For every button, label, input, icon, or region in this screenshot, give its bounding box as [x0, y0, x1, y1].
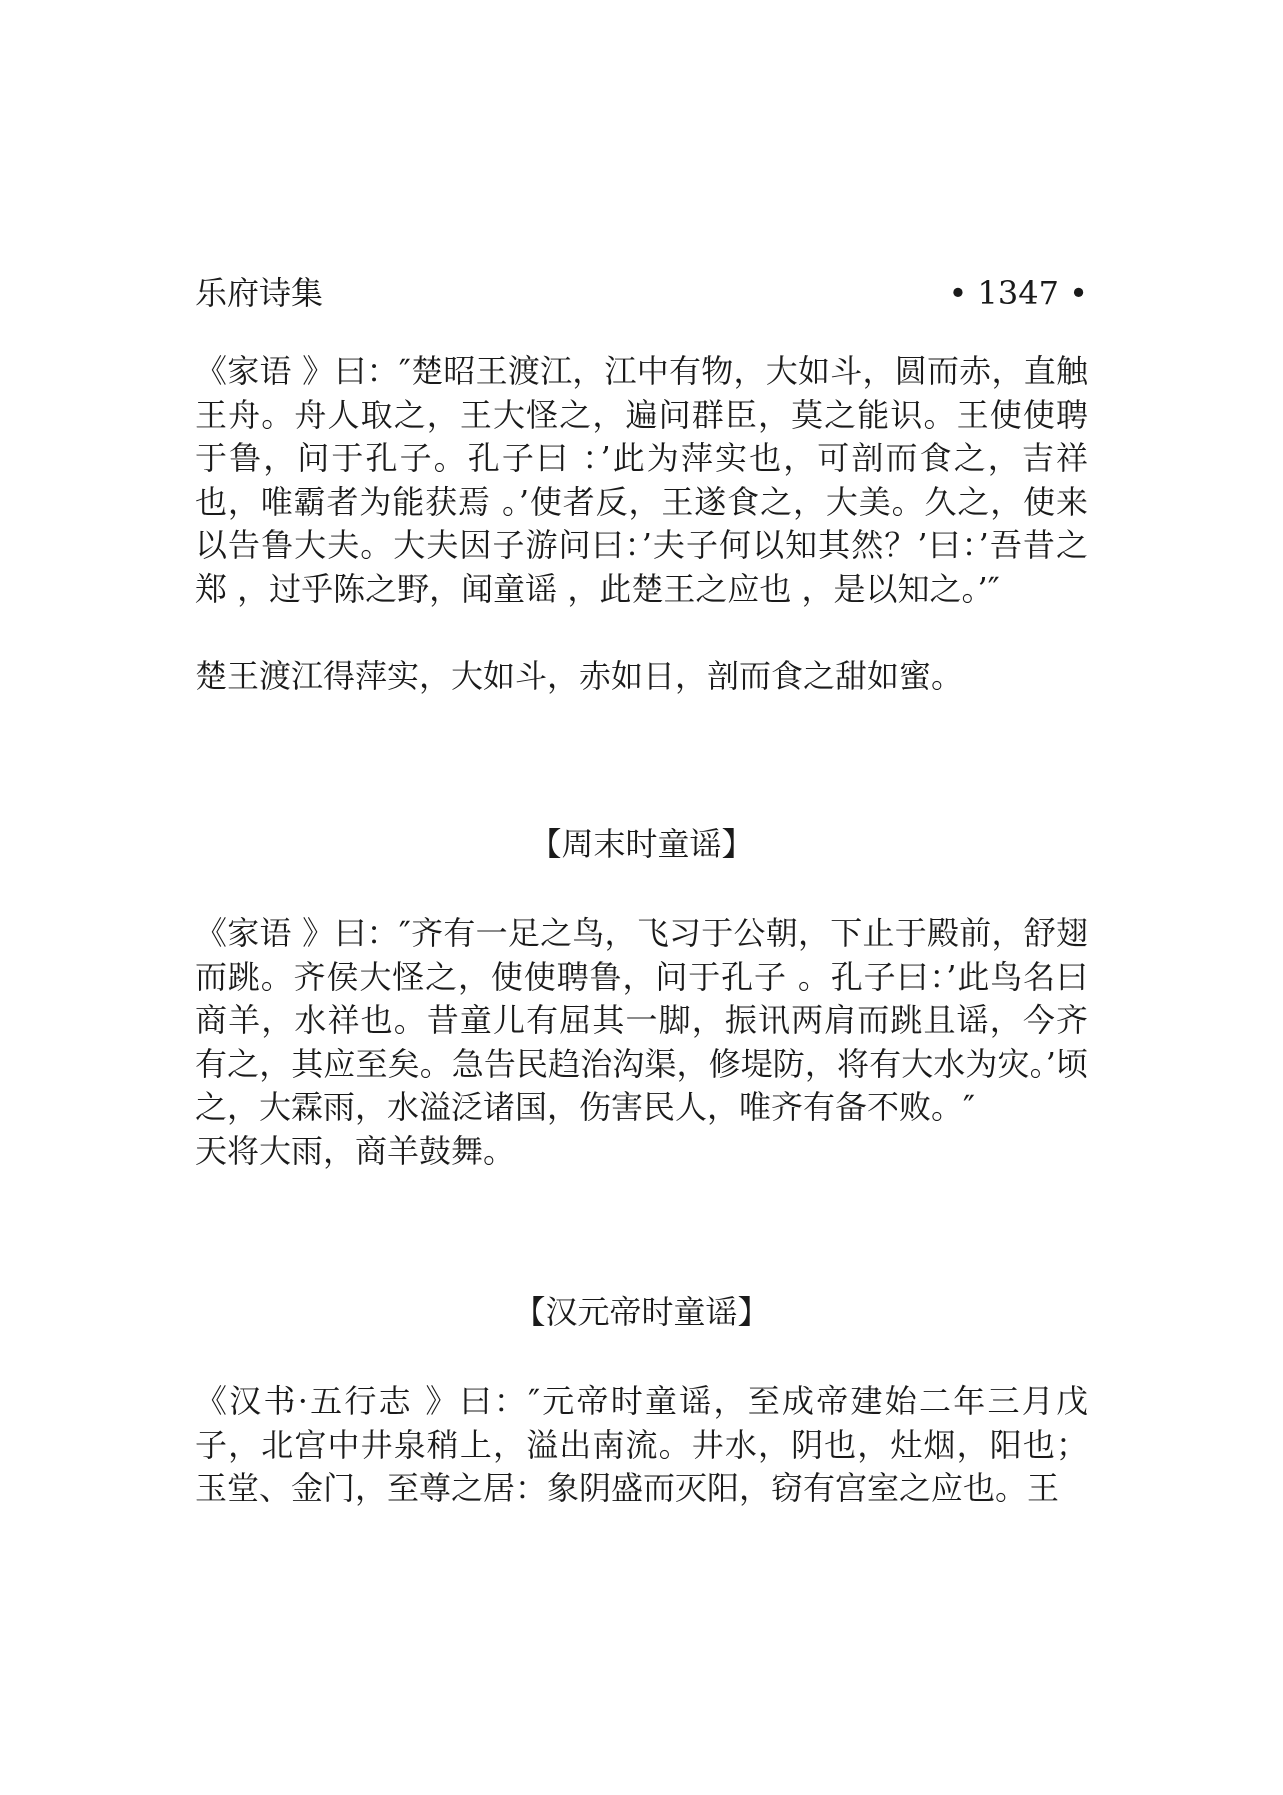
source-paragraph-3: 《汉书·五行志 》曰：″元帝时童谣，至成帝建始二年三月戊子，北宫中井泉稍上，溢出南流。井水，阴也，灶烟，阳也；玉堂、金门，至尊之居：象阴盛而灭阳，窃有宫室之应也。王 [195, 1382, 1088, 1508]
document-page [195, 0, 1088, 1795]
verse-1: 楚王渡江得萍实，大如斗，赤如日，剖而食之甜如蜜。 [195, 657, 964, 695]
book-title: 乐府诗集 [195, 274, 324, 312]
source-paragraph-2: 《家语 》曰：″齐有一足之鸟，飞习于公朝，下止于殿前，舒翅而跳。齐侯大怪之，使使聘鲁，问于孔子 。孔子曰：’此鸟名曰商羊，水祥也。昔童儿有屈其一脚，振讯两肩而跳且谣，今齐有之，其应至矣。急告民趋治沟渠，修堤防，将有大水为灾。’顷之，大霖雨，水溢泛诸国，伤害民人，唯齐有备不败。″ [195, 914, 1088, 1127]
section-title-2: 【周末时童谣】 [529, 825, 754, 863]
page-number: • 1347 • [948, 274, 1088, 312]
page-header [195, 268, 1088, 318]
section-title-3: 【汉元帝时童谣】 [513, 1293, 770, 1331]
source-paragraph-1: 《家语 》曰：″楚昭王渡江，江中有物，大如斗，圆而赤，直触王舟。舟人取之，王大怪之，遍问群臣，莫之能识。王使使聘于鲁，问于孔子。孔子曰 ：’此为萍实也，可剖而食之，吉祥也，唯霸者为能获焉 。’使者反，王遂食之，大美。久之，使来以告鲁大夫。大夫因子游问曰：’夫子何以知其然？’曰：’吾昔之郑 ，过乎陈之野，闻童谣 ，此楚王之应也 ，是以知之。’″ [195, 352, 1088, 608]
verse-2: 天将大雨，商羊鼓舞。 [195, 1132, 516, 1170]
